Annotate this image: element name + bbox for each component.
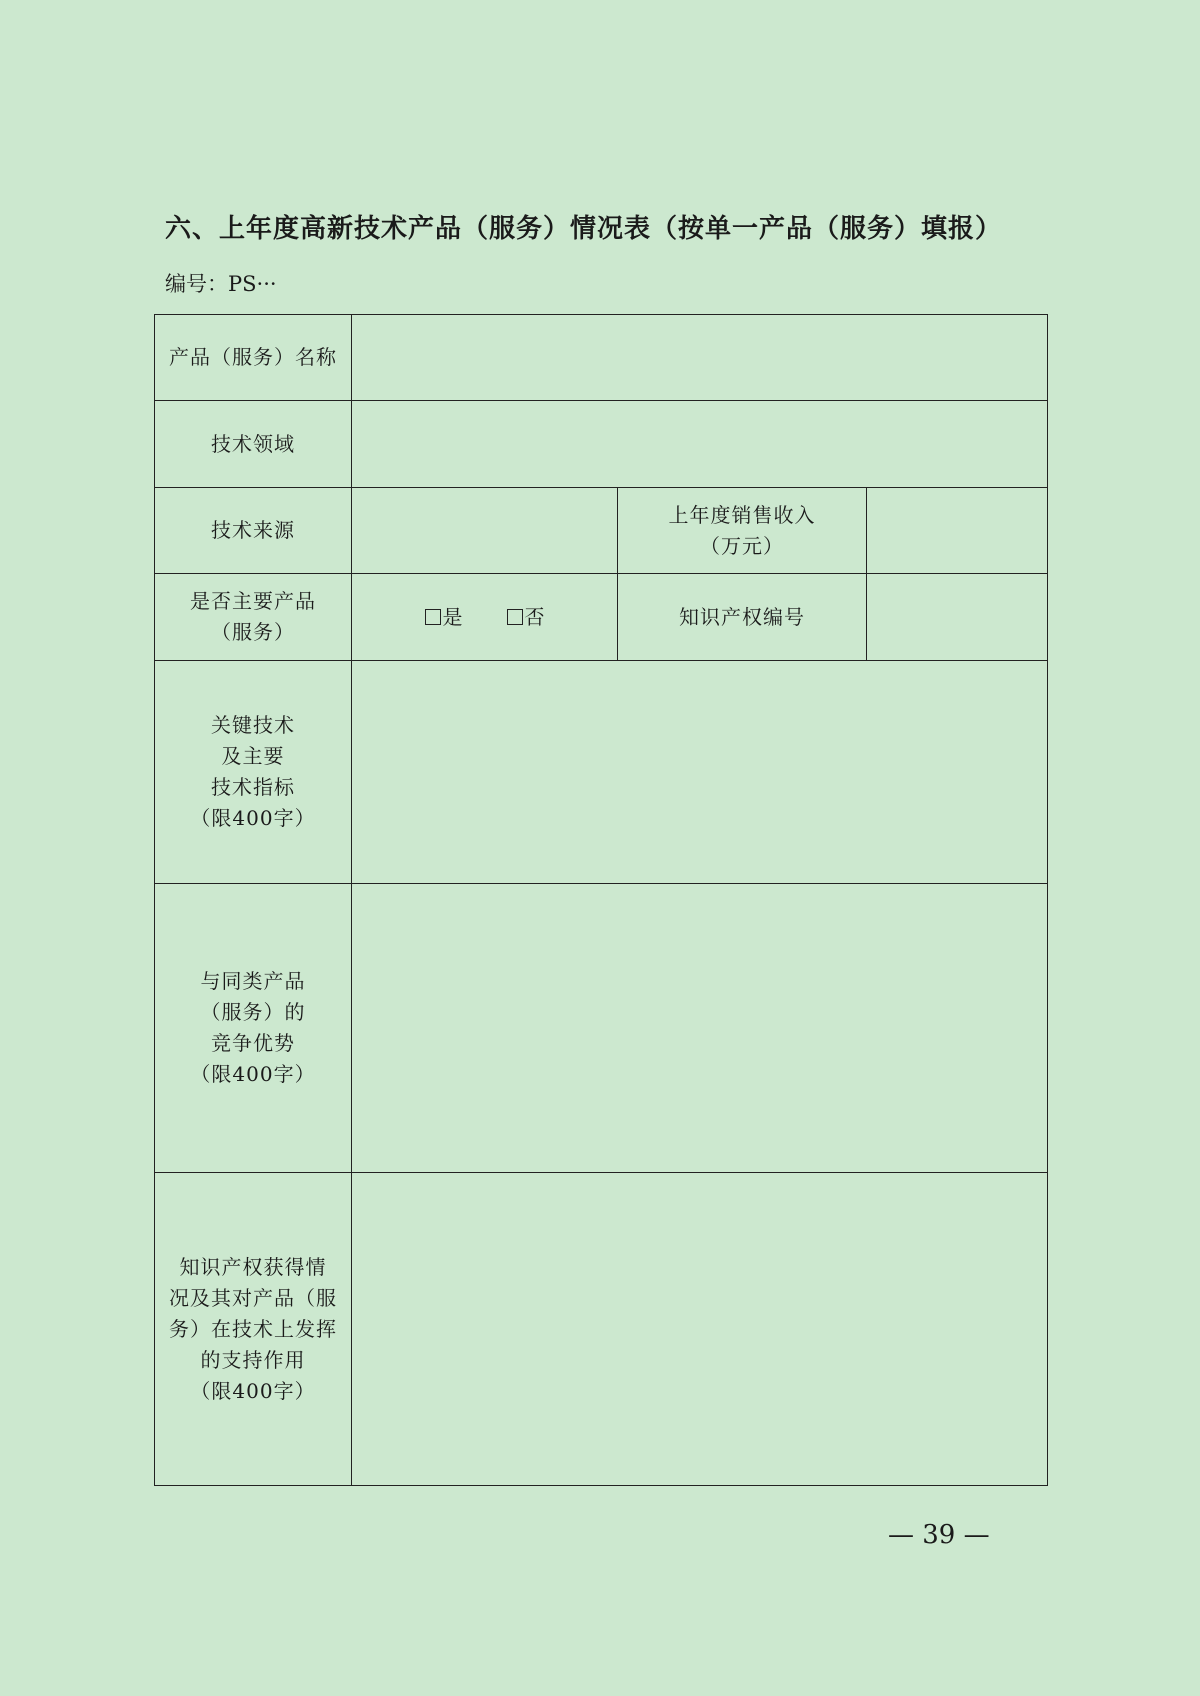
sales-field[interactable] bbox=[867, 488, 1048, 574]
ip-number-label: 知识产权编号 bbox=[618, 574, 867, 661]
product-name-label: 产品（服务）名称 bbox=[155, 315, 352, 401]
row-tech-field bbox=[155, 401, 1048, 488]
advantage-label: 与同类产品 （服务）的 竞争优势 （限400字） bbox=[155, 884, 352, 1173]
checkbox-yes[interactable] bbox=[425, 609, 441, 625]
tech-field-label: 技术领域 bbox=[155, 401, 352, 488]
advantage-field[interactable] bbox=[352, 884, 1048, 1173]
page-title: 六、上年度高新技术产品（服务）情况表（按单一产品（服务）填报） bbox=[165, 214, 1003, 244]
ip-support-field[interactable] bbox=[352, 1173, 1048, 1486]
serial-number: 编号：PS··· bbox=[165, 272, 277, 296]
row-advantage bbox=[155, 884, 1048, 1173]
page-number: — 39 — bbox=[888, 1520, 990, 1550]
ip-support-label: 知识产权获得情 况及其对产品（服 务）在技术上发挥 的支持作用 （限400字） bbox=[155, 1173, 352, 1486]
option-yes-label: 是 bbox=[442, 604, 463, 629]
checkbox-no[interactable] bbox=[507, 609, 523, 625]
row-key-tech bbox=[155, 661, 1048, 884]
option-no-label: 否 bbox=[524, 604, 545, 629]
main-product-label: 是否主要产品 （服务） bbox=[155, 574, 352, 661]
key-tech-field[interactable] bbox=[352, 661, 1048, 884]
main-product-options bbox=[352, 574, 618, 661]
row-product-name bbox=[155, 315, 1048, 401]
tech-source-label: 技术来源 bbox=[155, 488, 352, 574]
option-yes[interactable] bbox=[425, 602, 463, 633]
tech-source-field[interactable] bbox=[352, 488, 618, 574]
product-form-table bbox=[154, 314, 1048, 1486]
row-ip-support bbox=[155, 1173, 1048, 1486]
ip-number-field[interactable] bbox=[867, 574, 1048, 661]
sales-label: 上年度销售收入 （万元） bbox=[618, 488, 867, 574]
tech-field-field[interactable] bbox=[352, 401, 1048, 488]
product-name-field[interactable] bbox=[352, 315, 1048, 401]
key-tech-label: 关键技术 及主要 技术指标 （限400字） bbox=[155, 661, 352, 884]
option-no[interactable] bbox=[507, 602, 545, 633]
row-tech-source bbox=[155, 488, 1048, 574]
row-main-product bbox=[155, 574, 1048, 661]
